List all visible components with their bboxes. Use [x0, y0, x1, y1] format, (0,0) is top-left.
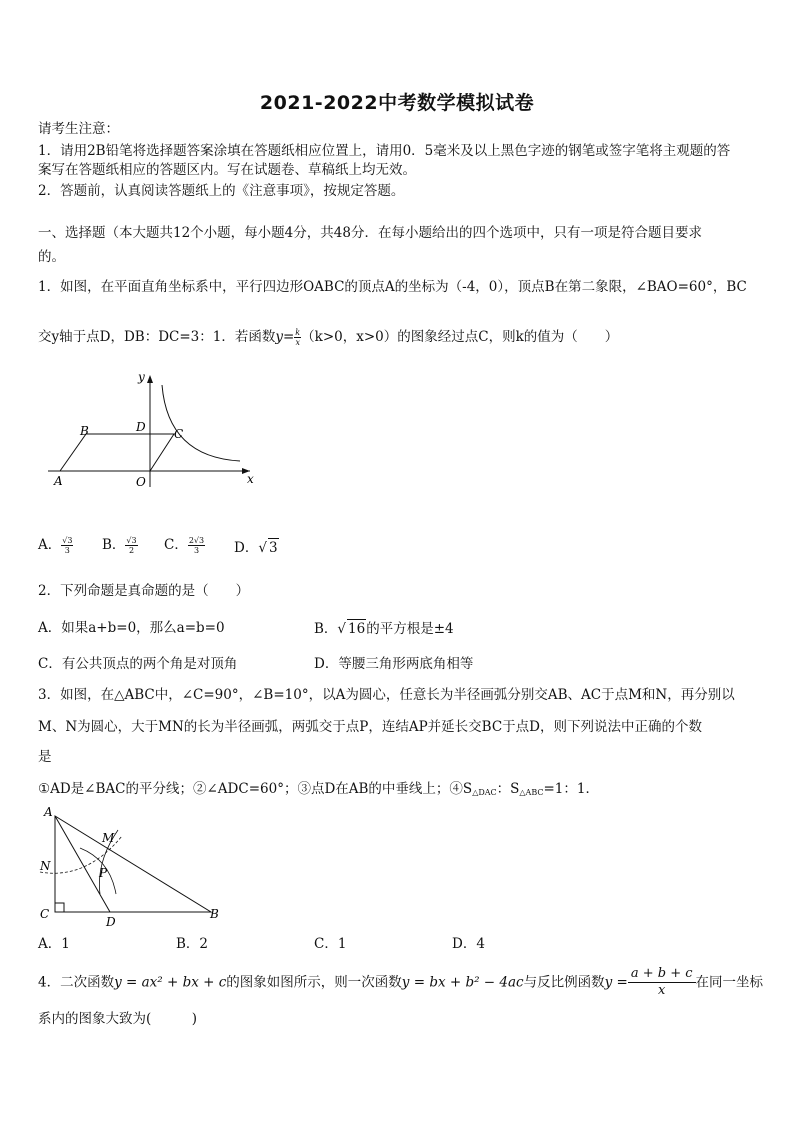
q2-option-c: C．有公共顶点的两个角是对顶角: [38, 656, 238, 672]
q2-option-d: D．等腰三角形两底角相等: [314, 656, 474, 672]
notice-line-1: 1．请用2B铅笔将选择题答案涂填在答题纸相应位置上，请用0．5毫米及以上黑色字迹的钢笔或签字笔将主观题的答: [38, 143, 731, 159]
q1-label-x: x: [247, 472, 254, 486]
q3-label-c: C: [40, 907, 50, 921]
q3-statements: ①AD是∠BAC的平分线；②∠ADC=60°；③点D在AB的中垂线上；$④S_{\triangle DAC}$：$S_{\triangle ABC}=1$：1．: [38, 781, 599, 797]
q2-stem: 2．下列命题是真命题的是（ ）: [38, 583, 250, 599]
notice-line-2: 案写在答题纸相应的答题区内。写在试题卷、草稿纸上均无效。: [38, 162, 416, 178]
q1-parallelogram: [60, 434, 174, 471]
q3-label-p: P: [99, 866, 108, 880]
q3-option-c: C．1: [314, 936, 347, 952]
section-heading: 一、选择题（本大题共12个小题，每小题4分，共48分．在每小题给出的四个选项中，只有一项是符合题目要求: [38, 225, 702, 241]
q2-option-b: B．√ 16的平方根是±4: [314, 621, 454, 637]
q3-option-b: B．2: [176, 936, 209, 952]
q1-option-d: D．√ 3: [234, 540, 278, 556]
q3-option-a: A．1: [38, 936, 70, 952]
q4-stem-line-1: 4．二次函数y = ax² + bx + c的图象如图所示，则一次函数y = bx + b² − 4ac与反比例函数y = $\frac{a + b + c}{x}$ 在同一坐标: [38, 966, 764, 998]
q1-label-b: B: [80, 424, 89, 438]
paper-title: 2021-2022中考数学模拟试卷: [259, 92, 535, 114]
q3-arc-n: [80, 848, 116, 894]
q3-label-n: N: [40, 859, 51, 873]
notice-line-3: 2．答题前，认真阅读答题纸上的《注意事项》，按规定答题。: [38, 183, 405, 199]
q1-label-d: D: [136, 420, 146, 434]
q1-option-c: C． $\frac{2√3}{3}$: [164, 536, 205, 555]
q1-option-a: A． $\frac{√3}{3}$: [38, 536, 73, 555]
notice-heading: 请考生注意：: [38, 121, 119, 137]
q1-label-y: y: [138, 370, 145, 384]
q2-option-a: A．如果a+b=0，那么a=b=0: [38, 620, 225, 636]
q1-label-o: O: [136, 475, 146, 489]
section-heading-end: 的。: [38, 249, 65, 265]
q1-label-c: C: [174, 427, 184, 441]
q4-stem-line-2: 系内的图象大致为( ): [38, 1011, 198, 1027]
q3-label-a: A: [44, 805, 53, 819]
q3-option-d: D．4: [452, 936, 485, 952]
q1-figure: [40, 365, 270, 495]
q3-stem-line-3: 是: [38, 749, 52, 765]
q1-stem-line-1: 1．如图，在平面直角坐标系中，平行四边形OABC的顶点A的坐标为（-4，0），顶点B在第二象限，∠BAO=60°，BC: [38, 279, 747, 295]
q1-stem-line-2: 交y轴于点D，DB：DC=3：1．若函数y= $\frac{k}{x}$ （k>0，x>0）的图象经过点C，则k的值为（ ）: [38, 328, 619, 347]
q3-figure: [36, 802, 226, 930]
q3-stem-line-2: M、N为圆心，大于MN的长为半径画弧，两弧交于点P，连结AP并延长交BC于点D，则下列说法中正确的个数: [38, 719, 703, 735]
q1-hyperbola: [162, 385, 240, 461]
q3-label-d: D: [106, 915, 116, 929]
q3-right-angle: [55, 903, 64, 912]
q3-triangle: [55, 816, 211, 912]
q3-label-b: B: [210, 907, 219, 921]
q1-option-b: B． $\frac{√3}{2}$: [102, 536, 137, 555]
q3-label-m: M: [102, 831, 115, 845]
q1-label-a: A: [54, 474, 63, 488]
q3-stem-line-1: 3．如图，在△ABC中，∠C=90°，∠B=10°，以A为圆心，任意长为半径画弧分别交AB、AC于点M和N，再分别以: [38, 687, 735, 703]
